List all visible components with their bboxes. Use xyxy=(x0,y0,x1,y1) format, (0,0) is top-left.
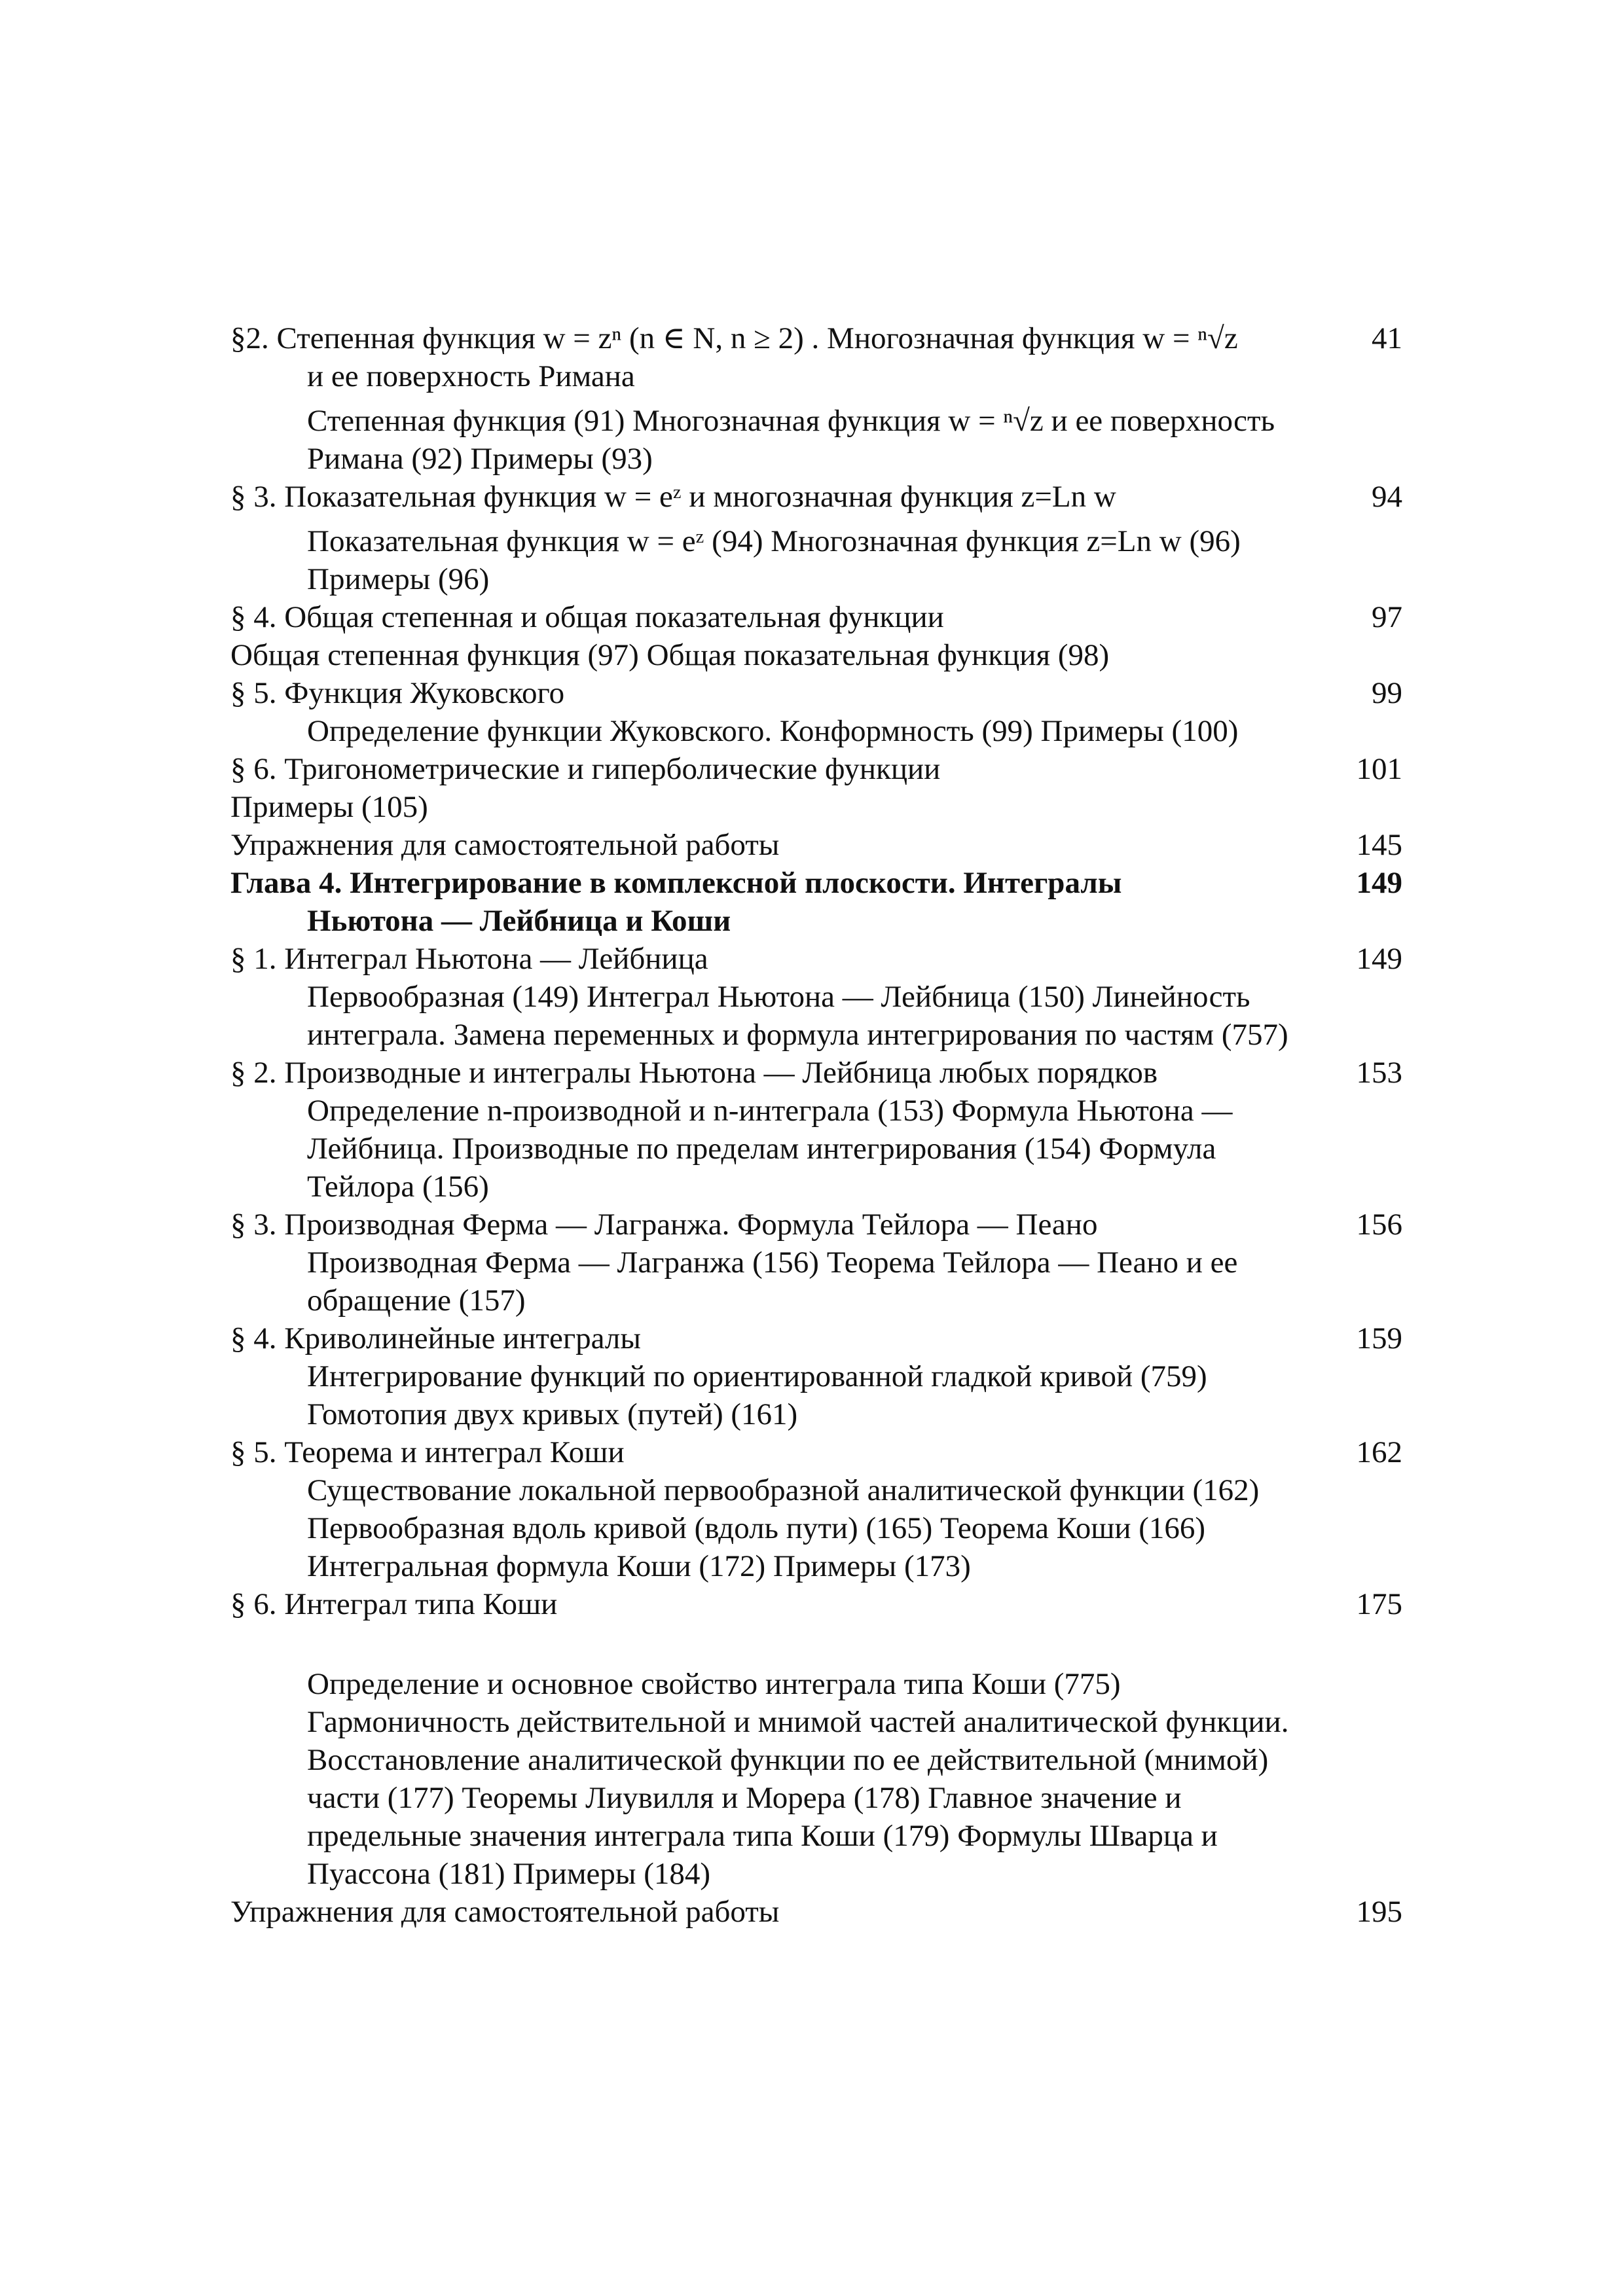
toc-entry-section-3-fermat-lagrange xyxy=(230,1206,1402,1244)
toc-subtopics xyxy=(230,402,1402,478)
toc-entry-section-3-exponential xyxy=(230,478,1402,516)
toc-entry-text: § 4. Криволинейные интегралы xyxy=(230,1321,641,1355)
toc-entry-section-6-trigonometric xyxy=(230,750,1402,788)
toc-entry-riemann-surface xyxy=(230,357,1402,395)
toc-entry-text: Показательная функция w = eᶻ (94) Многозначная функция z=Ln w (96) Примеры (96) xyxy=(307,524,1241,596)
toc-subtopics xyxy=(230,1357,1402,1433)
toc-page-number: 162 xyxy=(1356,1435,1402,1469)
toc-page-number: 41 xyxy=(1372,321,1402,355)
toc-entry-section-5-cauchy xyxy=(230,1433,1402,1471)
toc-entry-text: Примеры (105) xyxy=(230,790,428,824)
toc-page-number: 153 xyxy=(1356,1056,1402,1090)
toc-entry-text: § 2. Производные и интегралы Ньютона — Лейбница любых порядков xyxy=(230,1056,1158,1090)
toc-page-number: 149 xyxy=(1356,942,1402,976)
toc-subtopics xyxy=(230,1665,1402,1893)
toc-entry-text: Общая степенная функция (97) Общая показательная функция (98) xyxy=(230,638,1110,672)
toc-page-number: 175 xyxy=(1356,1587,1402,1621)
toc-entry-section-1-newton-leibniz xyxy=(230,940,1402,978)
toc-entry-text: и ее поверхность Римана xyxy=(307,359,635,393)
toc-entry-text: Определение и основное свойство интеграла типа Коши (775) Гармоничность действительной и мнимой частей аналитической функции. Восстановление аналитической функции по ее действительной (мнимой) части (177) Теоремы Лиувилля и Морера (178) Главное значение и предельные значения интеграла типа Коши (179) Формулы Шварца и Пуассона (181) Примеры (184) xyxy=(307,1667,1289,1891)
toc-page-number: 99 xyxy=(1372,676,1402,710)
toc-entry-text: § 3. Производная Ферма — Лагранжа. Формула Тейлора — Пеано xyxy=(230,1208,1098,1242)
toc-entry-text: § 5. Функция Жуковского xyxy=(230,676,565,710)
toc-entry-section-2-derivatives xyxy=(230,1054,1402,1092)
toc-entry-text: Упражнения для самостоятельной работы xyxy=(230,828,780,862)
toc-entry-text: Производная Ферма — Лагранжа (156) Теорема Тейлора — Пеано и ее обращение (157) xyxy=(307,1246,1238,1318)
toc-subtopics xyxy=(230,522,1402,598)
chapter-title-continuation: Ньютона — Лейбница и Коши xyxy=(307,904,731,938)
toc-page-number: 101 xyxy=(1356,752,1402,786)
toc-entry-section-4-curvilinear xyxy=(230,1319,1402,1357)
toc-entry-text: §2. Степенная функция w = zⁿ (n ∈ N, n ≥ 2) . Многозначная функция w = ⁿ√z xyxy=(230,321,1238,355)
toc-page-number: 145 xyxy=(1356,828,1402,862)
toc-entry-text: Интегрирование функций по ориентированной гладкой кривой (759) Гомотопия двух кривых (путей) (161) xyxy=(307,1359,1207,1431)
toc-entry-text: § 6. Интеграл типа Коши xyxy=(230,1587,558,1621)
toc-entry-exercises xyxy=(230,1893,1402,1931)
toc-entry-text: Упражнения для самостоятельной работы xyxy=(230,1895,780,1929)
toc-entry-text: § 5. Теорема и интеграл Коши xyxy=(230,1435,625,1469)
toc-entry-text: Определение функции Жуковского. Конформность (99) Примеры (100) xyxy=(307,714,1239,748)
table-of-contents xyxy=(230,319,1402,1931)
toc-subtopics xyxy=(230,1092,1402,1206)
toc-entry-section-5-zhukovsky xyxy=(230,674,1402,712)
toc-entry-section-2-power-function xyxy=(230,319,1402,357)
toc-page-number: 149 xyxy=(1356,866,1402,900)
toc-entry-text: Первообразная (149) Интеграл Ньютона — Лейбница (150) Линейность интеграла. Замена переменных и формула интегрирования по частям (757) xyxy=(307,980,1288,1052)
toc-page-number: 156 xyxy=(1356,1208,1402,1242)
toc-entry-text: § 6. Тригонометрические и гиперболические функции xyxy=(230,752,941,786)
toc-subtopics xyxy=(230,712,1402,750)
toc-entry-text: § 4. Общая степенная и общая показательная функции xyxy=(230,600,944,634)
toc-entry-text: Степенная функция (91) Многозначная функция w = ⁿ√z и ее поверхность Римана (92) Примеры (93) xyxy=(307,404,1275,476)
toc-subtopics xyxy=(230,788,1402,826)
toc-subtopics xyxy=(230,978,1402,1054)
toc-subtopics xyxy=(230,1471,1402,1585)
chapter-title: Глава 4. Интегрирование в комплексной плоскости. Интегралы xyxy=(230,866,1122,900)
toc-entry-section-6-cauchy-type xyxy=(230,1585,1402,1623)
toc-subtopics xyxy=(230,1244,1402,1319)
toc-entry-exercises xyxy=(230,826,1402,864)
toc-page-number: 159 xyxy=(1356,1321,1402,1355)
toc-entry-text: Существование локальной первообразной аналитической функции (162) Первообразная вдоль кривой (вдоль пути) (165) Теорема Коши (166) Интегральная формула Коши (172) Примеры (173) xyxy=(307,1473,1260,1583)
toc-entry-section-4-general-power xyxy=(230,598,1402,636)
toc-page-number: 94 xyxy=(1372,480,1402,514)
toc-entry-chapter-4 xyxy=(230,864,1402,940)
toc-page-number: 195 xyxy=(1356,1895,1402,1929)
toc-page-number: 97 xyxy=(1372,600,1402,634)
toc-entry-text: § 1. Интеграл Ньютона — Лейбница xyxy=(230,942,708,976)
toc-entry-text: Определение n-производной и n-интеграла (153) Формула Ньютона — Лейбница. Производные по пределам интегрирования (154) Формула Тейлора (156) xyxy=(307,1094,1233,1204)
toc-subtopics xyxy=(230,636,1402,674)
toc-entry-text: § 3. Показательная функция w = eᶻ и многозначная функция z=Ln w xyxy=(230,480,1116,514)
